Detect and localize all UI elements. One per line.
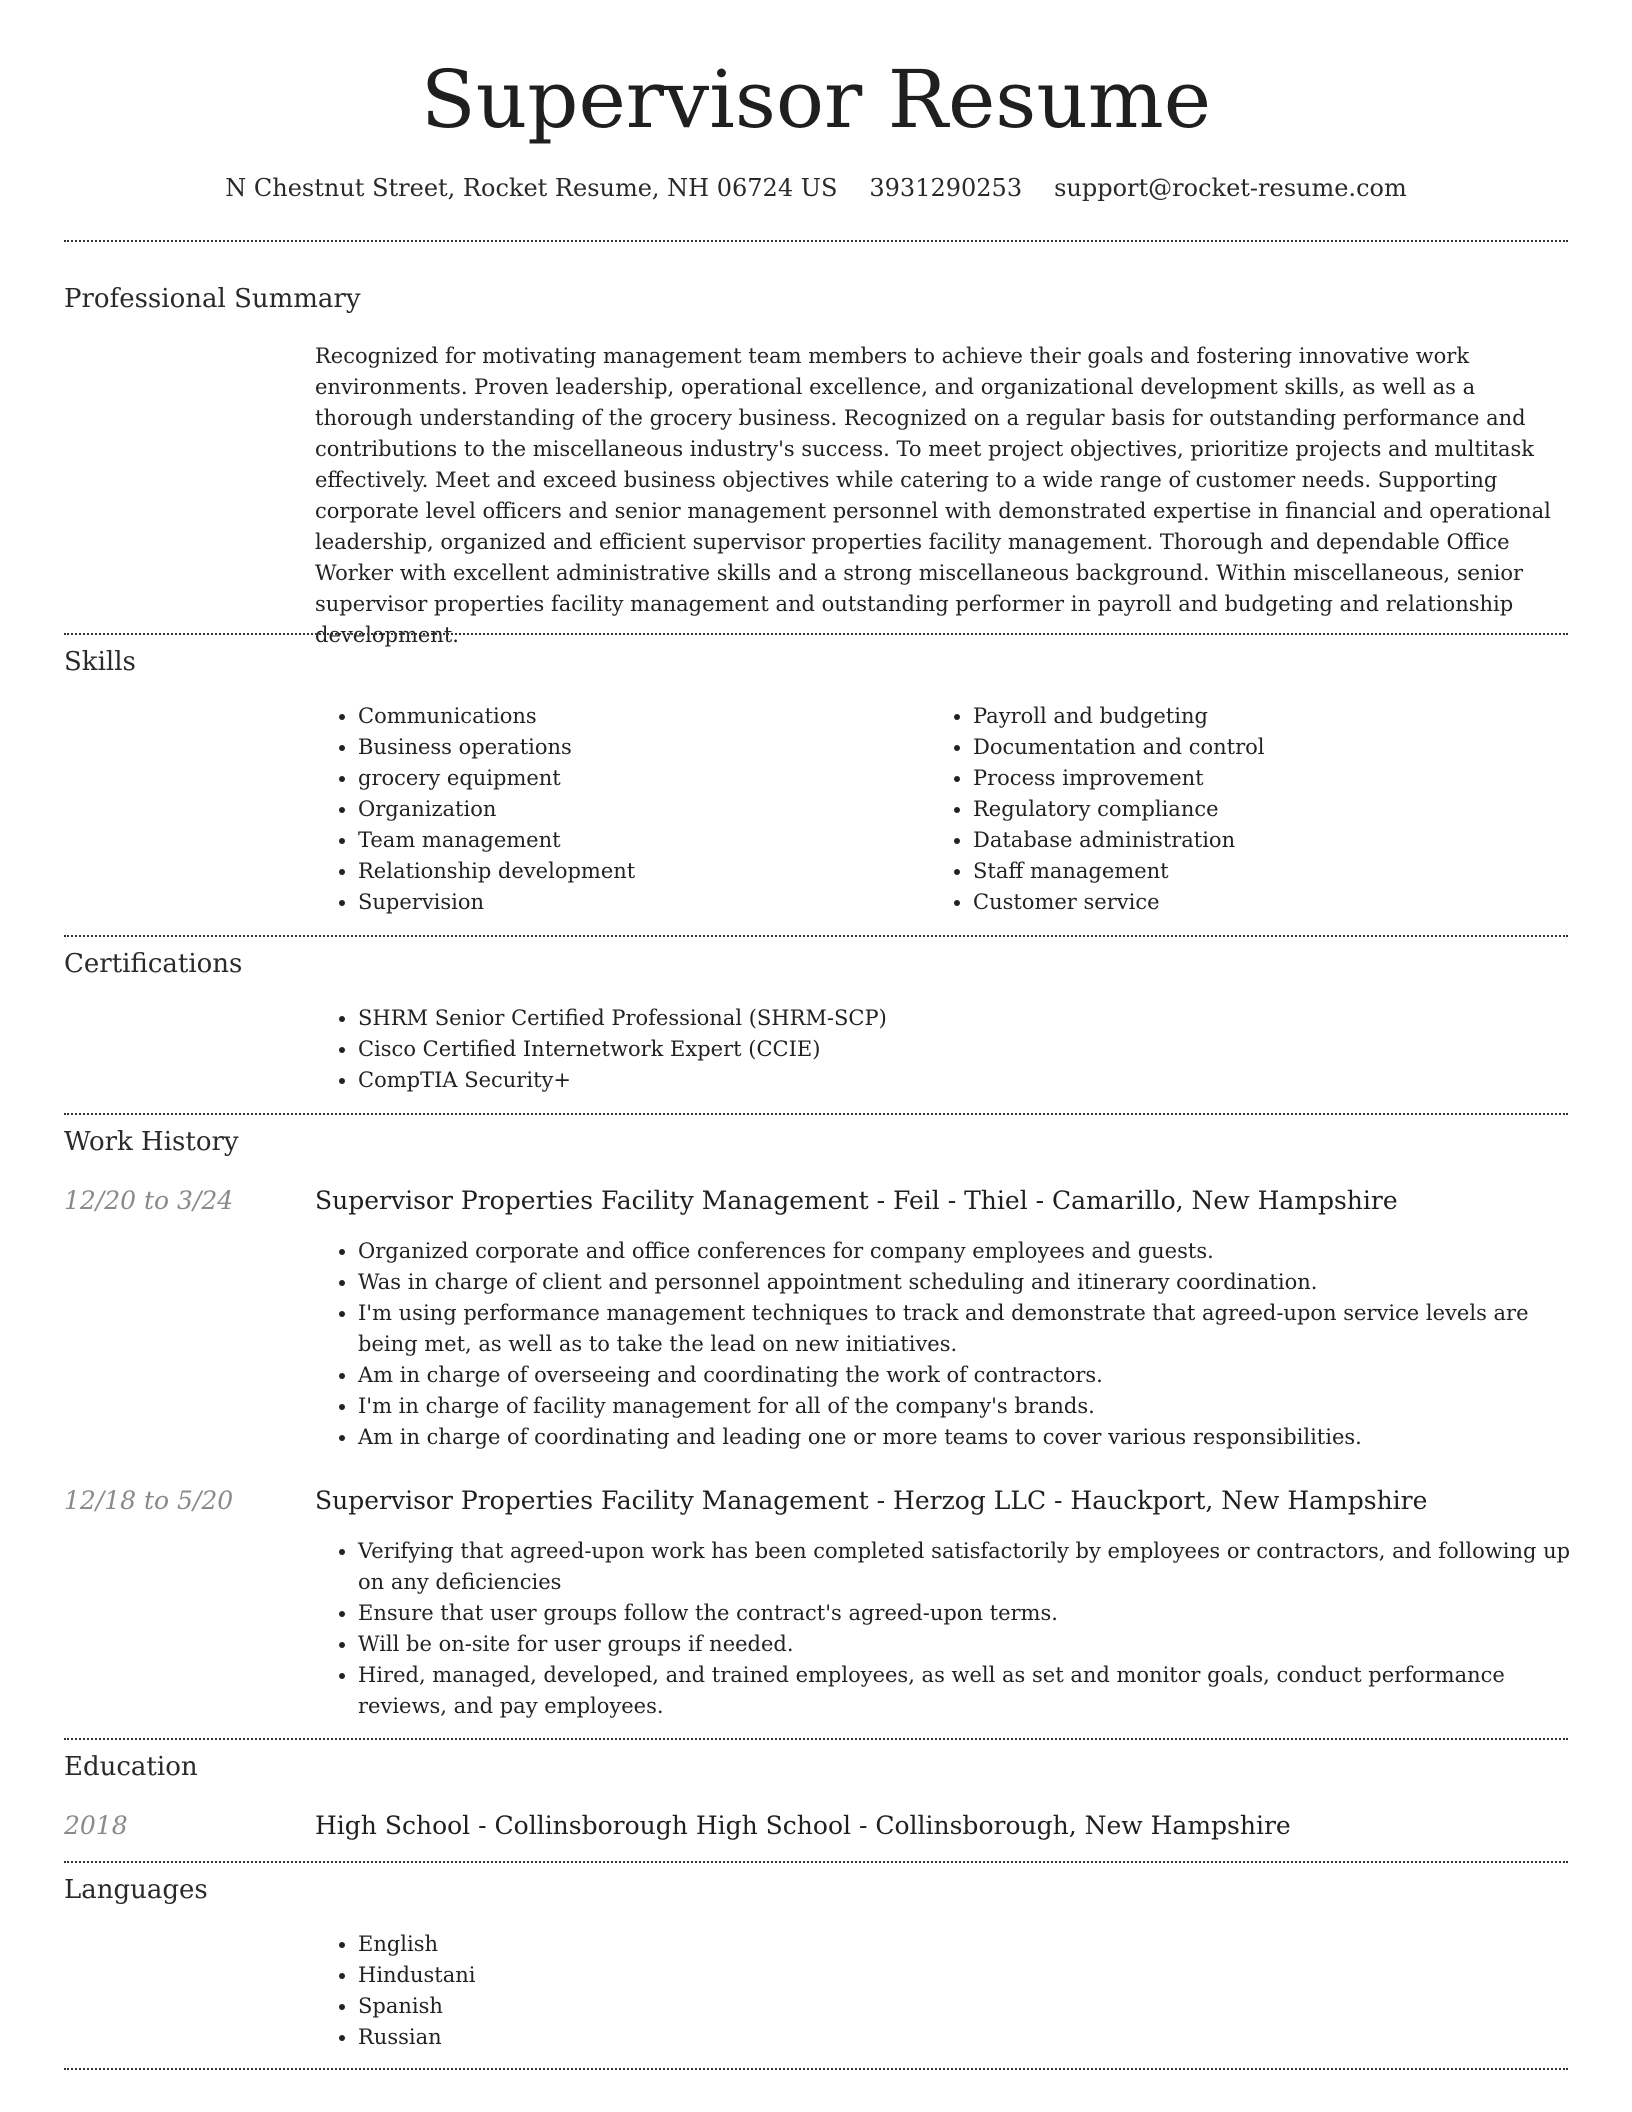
list-item: • Database administration	[973, 825, 1573, 856]
education-entry: High School - Collinsborough High School - Collinsborough, New Hampshire	[315, 1811, 1291, 1840]
section-divider	[64, 1861, 1568, 1863]
list-item: • Organization	[358, 794, 918, 825]
list-item: • Staff management	[973, 856, 1573, 887]
list-item: • Supervision	[358, 887, 918, 918]
list-item: • Will be on-site for user groups if needed.	[358, 1629, 1588, 1660]
list-item: • Communications	[358, 701, 918, 732]
list-item: • Am in charge of overseeing and coordinating the work of contractors.	[358, 1360, 1588, 1391]
list-item: • Business operations	[358, 732, 918, 763]
list-item: • Organized corporate and office conferences for company employees and guests.	[358, 1236, 1588, 1267]
skills-heading: Skills	[64, 647, 136, 677]
list-item: • grocery equipment	[358, 763, 918, 794]
list-item: • English	[358, 1929, 958, 1960]
list-item: • Ensure that user groups follow the contract's agreed-upon terms.	[358, 1598, 1588, 1629]
section-divider	[64, 240, 1568, 242]
section-divider	[64, 1113, 1568, 1115]
skills-list-left	[314, 701, 918, 918]
list-item: • CompTIA Security+	[358, 1065, 1558, 1096]
certifications-heading: Certifications	[64, 949, 243, 979]
list-item: • Team management	[358, 825, 918, 856]
list-item: • Cisco Certified Internetwork Expert (CCIE)	[358, 1034, 1558, 1065]
education-year: 2018	[64, 1811, 128, 1840]
list-item: • Verifying that agreed-upon work has been completed satisfactorily by employees or contractors, and following up on any deficiencies	[358, 1536, 1588, 1598]
job-title: Supervisor Properties Facility Management - Herzog LLC - Hauckport, New Hampshire	[315, 1486, 1428, 1515]
list-item: • Hindustani	[358, 1960, 958, 1991]
education-heading: Education	[64, 1752, 198, 1782]
list-item: • Am in charge of coordinating and leading one or more teams to cover various responsibilities.	[358, 1422, 1588, 1453]
job-title: Supervisor Properties Facility Management - Feil - Thiel - Camarillo, New Hampshire	[315, 1186, 1398, 1215]
contact-line	[0, 171, 1632, 205]
languages-list	[314, 1929, 958, 2053]
job-dates: 12/20 to 3/24	[64, 1186, 234, 1215]
certifications-list	[314, 1003, 1558, 1096]
contact-address: N Chestnut Street, Rocket Resume, NH 06724 US	[225, 174, 838, 202]
list-item: • Hired, managed, developed, and trained employees, as well as set and monitor goals, conduct performance reviews, and pay employees.	[358, 1660, 1588, 1722]
section-divider	[64, 1738, 1568, 1740]
work-history-heading: Work History	[64, 1127, 239, 1157]
list-item: • Process improvement	[973, 763, 1573, 794]
job-bullets	[314, 1236, 1588, 1453]
contact-phone: 3931290253	[869, 174, 1023, 202]
list-item: • Documentation and control	[973, 732, 1573, 763]
list-item: • Customer service	[973, 887, 1573, 918]
section-divider	[64, 2068, 1568, 2070]
section-divider	[64, 935, 1568, 937]
list-item: • Regulatory compliance	[973, 794, 1573, 825]
list-item: • SHRM Senior Certified Professional (SHRM-SCP)	[358, 1003, 1558, 1034]
list-item: • Spanish	[358, 1991, 958, 2022]
job-dates: 12/18 to 5/20	[64, 1486, 234, 1515]
list-item: • Relationship development	[358, 856, 918, 887]
section-divider	[64, 633, 1568, 635]
summary-heading: Professional Summary	[64, 284, 361, 314]
list-item: • Payroll and budgeting	[973, 701, 1573, 732]
contact-email: support@rocket-resume.com	[1054, 174, 1407, 202]
list-item: • Was in charge of client and personnel appointment scheduling and itinerary coordination.	[358, 1267, 1588, 1298]
list-item: • Russian	[358, 2022, 958, 2053]
list-item: • I'm in charge of facility management for all of the company's brands.	[358, 1391, 1588, 1422]
list-item: • I'm using performance management techniques to track and demonstrate that agreed-upon service levels are being met, as well as to take the lead on new initiatives.	[358, 1298, 1588, 1360]
job-bullets	[314, 1536, 1588, 1722]
skills-list-right	[929, 701, 1573, 918]
languages-heading: Languages	[64, 1875, 208, 1905]
page-title: Supervisor Resume	[420, 53, 1212, 146]
summary-text: Recognized for motivating management team members to achieve their goals and fostering innovative work environments. Proven leadership, operational excellence, and organizational development skills, as well as a thorough understanding of the grocery business. Recognized on a regular basis for outstanding performance and contributions to the miscellaneous industry's success. To meet project objectives, prioritize projects and multitask effectively. Meet and exceed business objectives while catering to a wide range of customer needs. Supporting corporate level officers and senior management personnel with demonstrated expertise in financial and operational leadership, organized and efficient supervisor properties facility management. Thorough and dependable Office Worker with excellent administrative skills and a strong miscellaneous background. Within miscellaneous, senior supervisor properties facility management and outstanding performer in payroll and budgeting and relationship development.	[315, 344, 1551, 647]
